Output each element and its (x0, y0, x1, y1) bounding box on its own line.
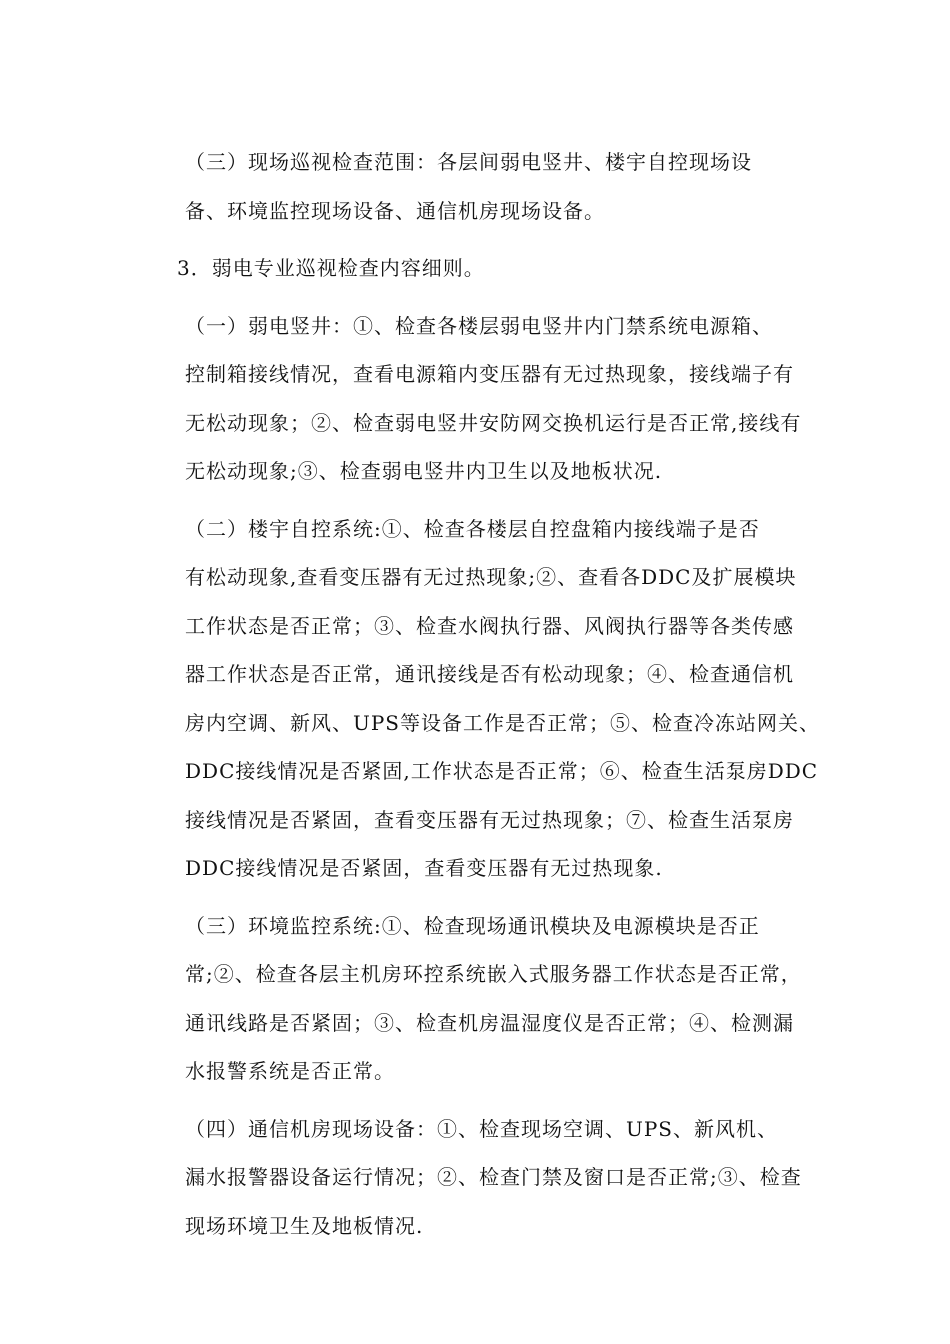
text-line: 接线情况是否紧固，查看变压器有无过热现象；⑦、检查生活泵房 (185, 807, 794, 832)
paragraph-weak-current-shaft (144, 302, 828, 496)
text-line: DDC接线情况是否紧固,工作状态是否正常；⑥、检查生活泵房DDC (185, 759, 819, 783)
text-line: 器工作状态是否正常，通讯接线是否有松动现象；④、检查通信机 (185, 662, 794, 686)
text-line: 无松动现象;③、检查弱电竖井内卫生以及地板状况. (185, 459, 663, 483)
text-line: 漏水报警器设备运行情况；②、检查门禁及窗口是否正常;③、检查 (185, 1165, 802, 1189)
paragraph-inspection-scope (144, 138, 828, 235)
text-line: 工作状态是否正常；③、检查水阀执行器、风阀执行器等各类传感 (185, 613, 794, 638)
text-line: 有松动现象,查看变压器有无过热现象;②、查看各DDC及扩展模块 (185, 565, 797, 589)
paragraph-environment-monitoring (144, 902, 828, 1096)
text-line: 房内空调、新风、UPS等设备工作是否正常；⑤、检查冷冻站网关、 (185, 710, 821, 735)
text-line: 控制箱接线情况，查看电源箱内变压器有无过热现象，接线端子有 (185, 362, 794, 386)
text-line: DDC接线情况是否紧固，查看变压器有无过热现象. (185, 856, 663, 880)
document-body (144, 138, 828, 1250)
text-line: 常;②、检查各层主机房环控系统嵌入式服务器工作状态是否正常， (185, 962, 802, 986)
text-line: 水报警系统是否正常。 (185, 1059, 395, 1083)
text-line: 通讯线路是否紧固；③、检查机房温湿度仪是否正常；④、检测漏 (185, 1010, 794, 1035)
text-line: （二）楼宇自控系统:①、检查各楼层自控盘箱内接线端子是否 (185, 516, 760, 541)
text-line: （一）弱电竖井：①、检查各楼层弱电竖井内门禁系统电源箱、 (185, 313, 773, 338)
paragraph-comm-room-equipment (144, 1105, 828, 1251)
section-heading (144, 244, 828, 293)
text-line: （四）通信机房现场设备：①、检查现场空调、UPS、新风机、 (185, 1116, 779, 1141)
text-line: 现场环境卫生及地板情况. (185, 1213, 424, 1238)
text-line: （三）环境监控系统:①、检查现场通讯模块及电源模块是否正 (185, 913, 760, 938)
text-line: （三）现场巡视检查范围：各层间弱电竖井、楼宇自控现场设 (185, 150, 752, 174)
text-line: 备、环境监控现场设备、通信机房现场设备。 (185, 198, 605, 223)
text-line: 无松动现象；②、检查弱电竖井安防网交换机运行是否正常,接线有 (185, 410, 802, 435)
paragraph-building-automation (144, 505, 828, 893)
text-line: 3．弱电专业巡视检查内容细则。 (177, 256, 485, 280)
